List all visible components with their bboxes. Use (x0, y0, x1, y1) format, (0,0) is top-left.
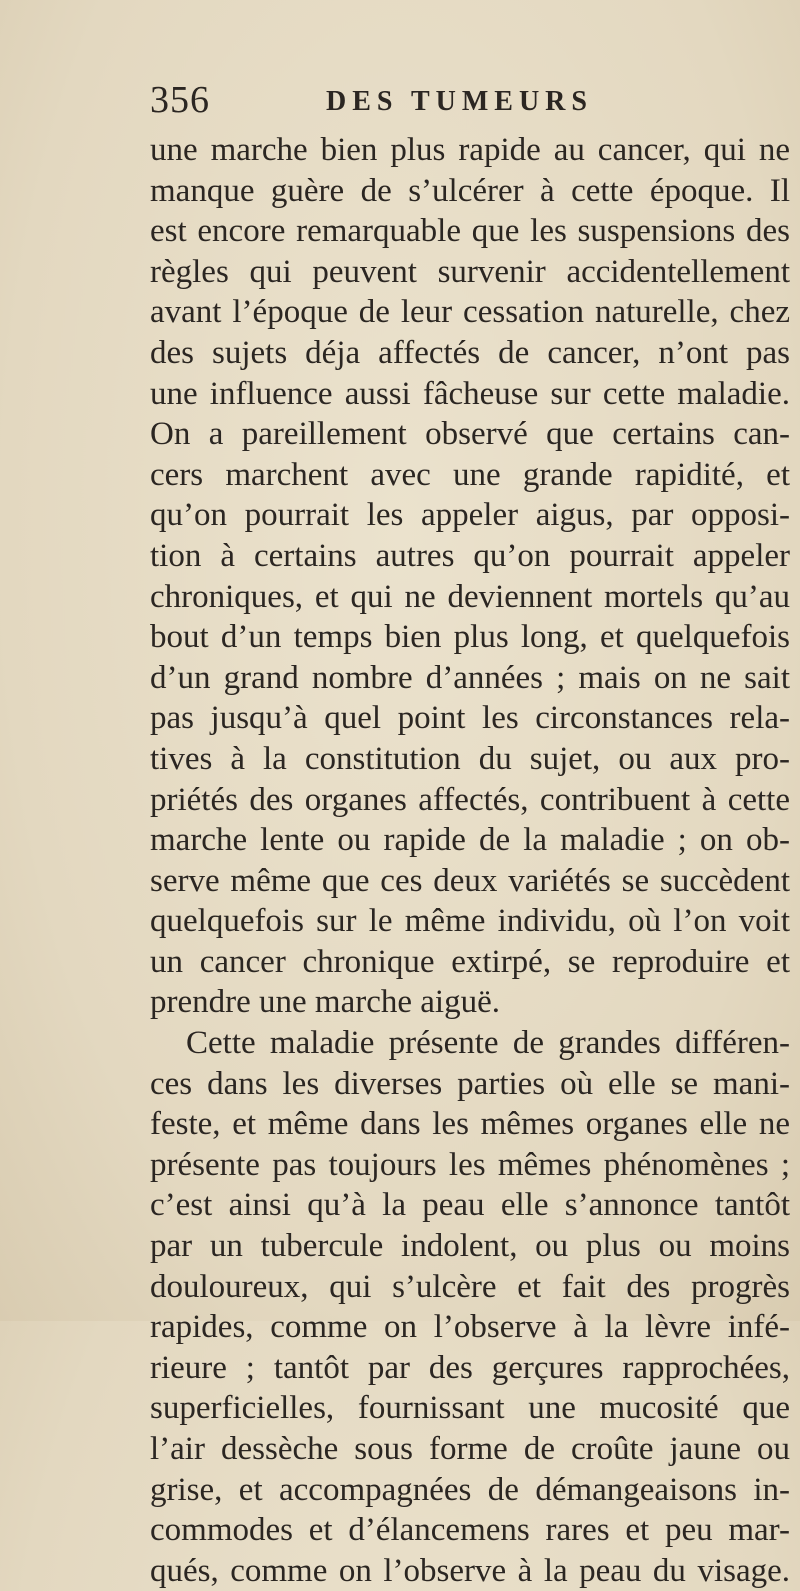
running-head: DES TUMEURS (326, 86, 593, 117)
page-header (150, 78, 750, 126)
text-line: prendre une marche aiguë. (150, 984, 500, 1021)
text-line: règles qui peuvent survenir accidentellement (150, 253, 790, 290)
paragraph-2 (150, 1023, 790, 1591)
text-line: qués, comme on l’observe à la peau du visage. (150, 1552, 790, 1589)
text-line: c’est ainsi qu’à la peau elle s’annonce tantôt (150, 1187, 790, 1224)
text-line: serve même que ces deux variétés se succèdent (150, 862, 790, 899)
text-line: douloureux, qui s’ulcère et fait des progrès (150, 1268, 790, 1305)
text-line: présente pas toujours les mêmes phénomènes ; (150, 1146, 790, 1183)
text-line: marche lente ou rapide de la maladie ; on ob- (150, 822, 790, 859)
text-line: cers marchent avec une grande rapidité, et (150, 456, 790, 493)
text-line: avant l’époque de leur cessation naturelle, chez (150, 294, 790, 331)
body-text (150, 130, 790, 1591)
text-line: feste, et même dans les mêmes organes elle ne (150, 1106, 790, 1143)
text-line: On a pareillement observé que certains can- (150, 416, 790, 453)
text-line: l’air dessèche sous forme de croûte jaune ou (150, 1431, 790, 1467)
text-line: une marche bien plus rapide au cancer, qui ne (150, 132, 790, 168)
page-number: 356 (150, 79, 210, 121)
text-line: ces dans les diverses parties où elle se mani- (150, 1065, 790, 1102)
text-line: quelquefois sur le même individu, où l’on voit (150, 903, 790, 940)
text-line: chroniques, et qui ne deviennent mortels qu’au (150, 578, 790, 615)
text-line: par un tubercule indolent, ou plus ou moins (150, 1228, 790, 1265)
text-line: superficielles, fournissant une mucosité que (150, 1390, 790, 1427)
text-line: bout d’un temps bien plus long, et quelquefois (150, 619, 790, 656)
text-line: des sujets déja affectés de cancer, n’ont pas (150, 334, 790, 371)
paragraph-1 (150, 130, 790, 1023)
text-line: un cancer chronique extirpé, se reproduire et (150, 943, 790, 980)
text-line: tives à la constitution du sujet, ou aux pro- (150, 740, 790, 777)
text-line: priétés des organes affectés, contribuent à cette (150, 781, 790, 818)
text-line: rapides, comme on l’observe à la lèvre infé- (150, 1309, 790, 1346)
text-line: tion à certains autres qu’on pourrait appeler (150, 537, 790, 574)
text-line: manque guère de s’ulcérer à cette époque. Il (150, 172, 790, 209)
text-line: d’un grand nombre d’années ; mais on ne sait (150, 659, 790, 696)
text-line: une influence aussi fâcheuse sur cette maladie. (150, 375, 790, 412)
text-line: grise, et accompagnées de démangeaisons in- (150, 1471, 790, 1508)
text-line: est encore remarquable que les suspensions des (150, 213, 790, 250)
text-line: rieure ; tantôt par des gerçures rapprochées, (150, 1349, 790, 1386)
text-line: Cette maladie présente de grandes différen- (186, 1025, 790, 1062)
text-line: pas jusqu’à quel point les circonstances rela- (150, 700, 790, 737)
text-line: qu’on pourrait les appeler aigus, par opposi- (150, 497, 790, 534)
text-line: commodes et d’élancemens rares et peu mar- (150, 1512, 790, 1549)
